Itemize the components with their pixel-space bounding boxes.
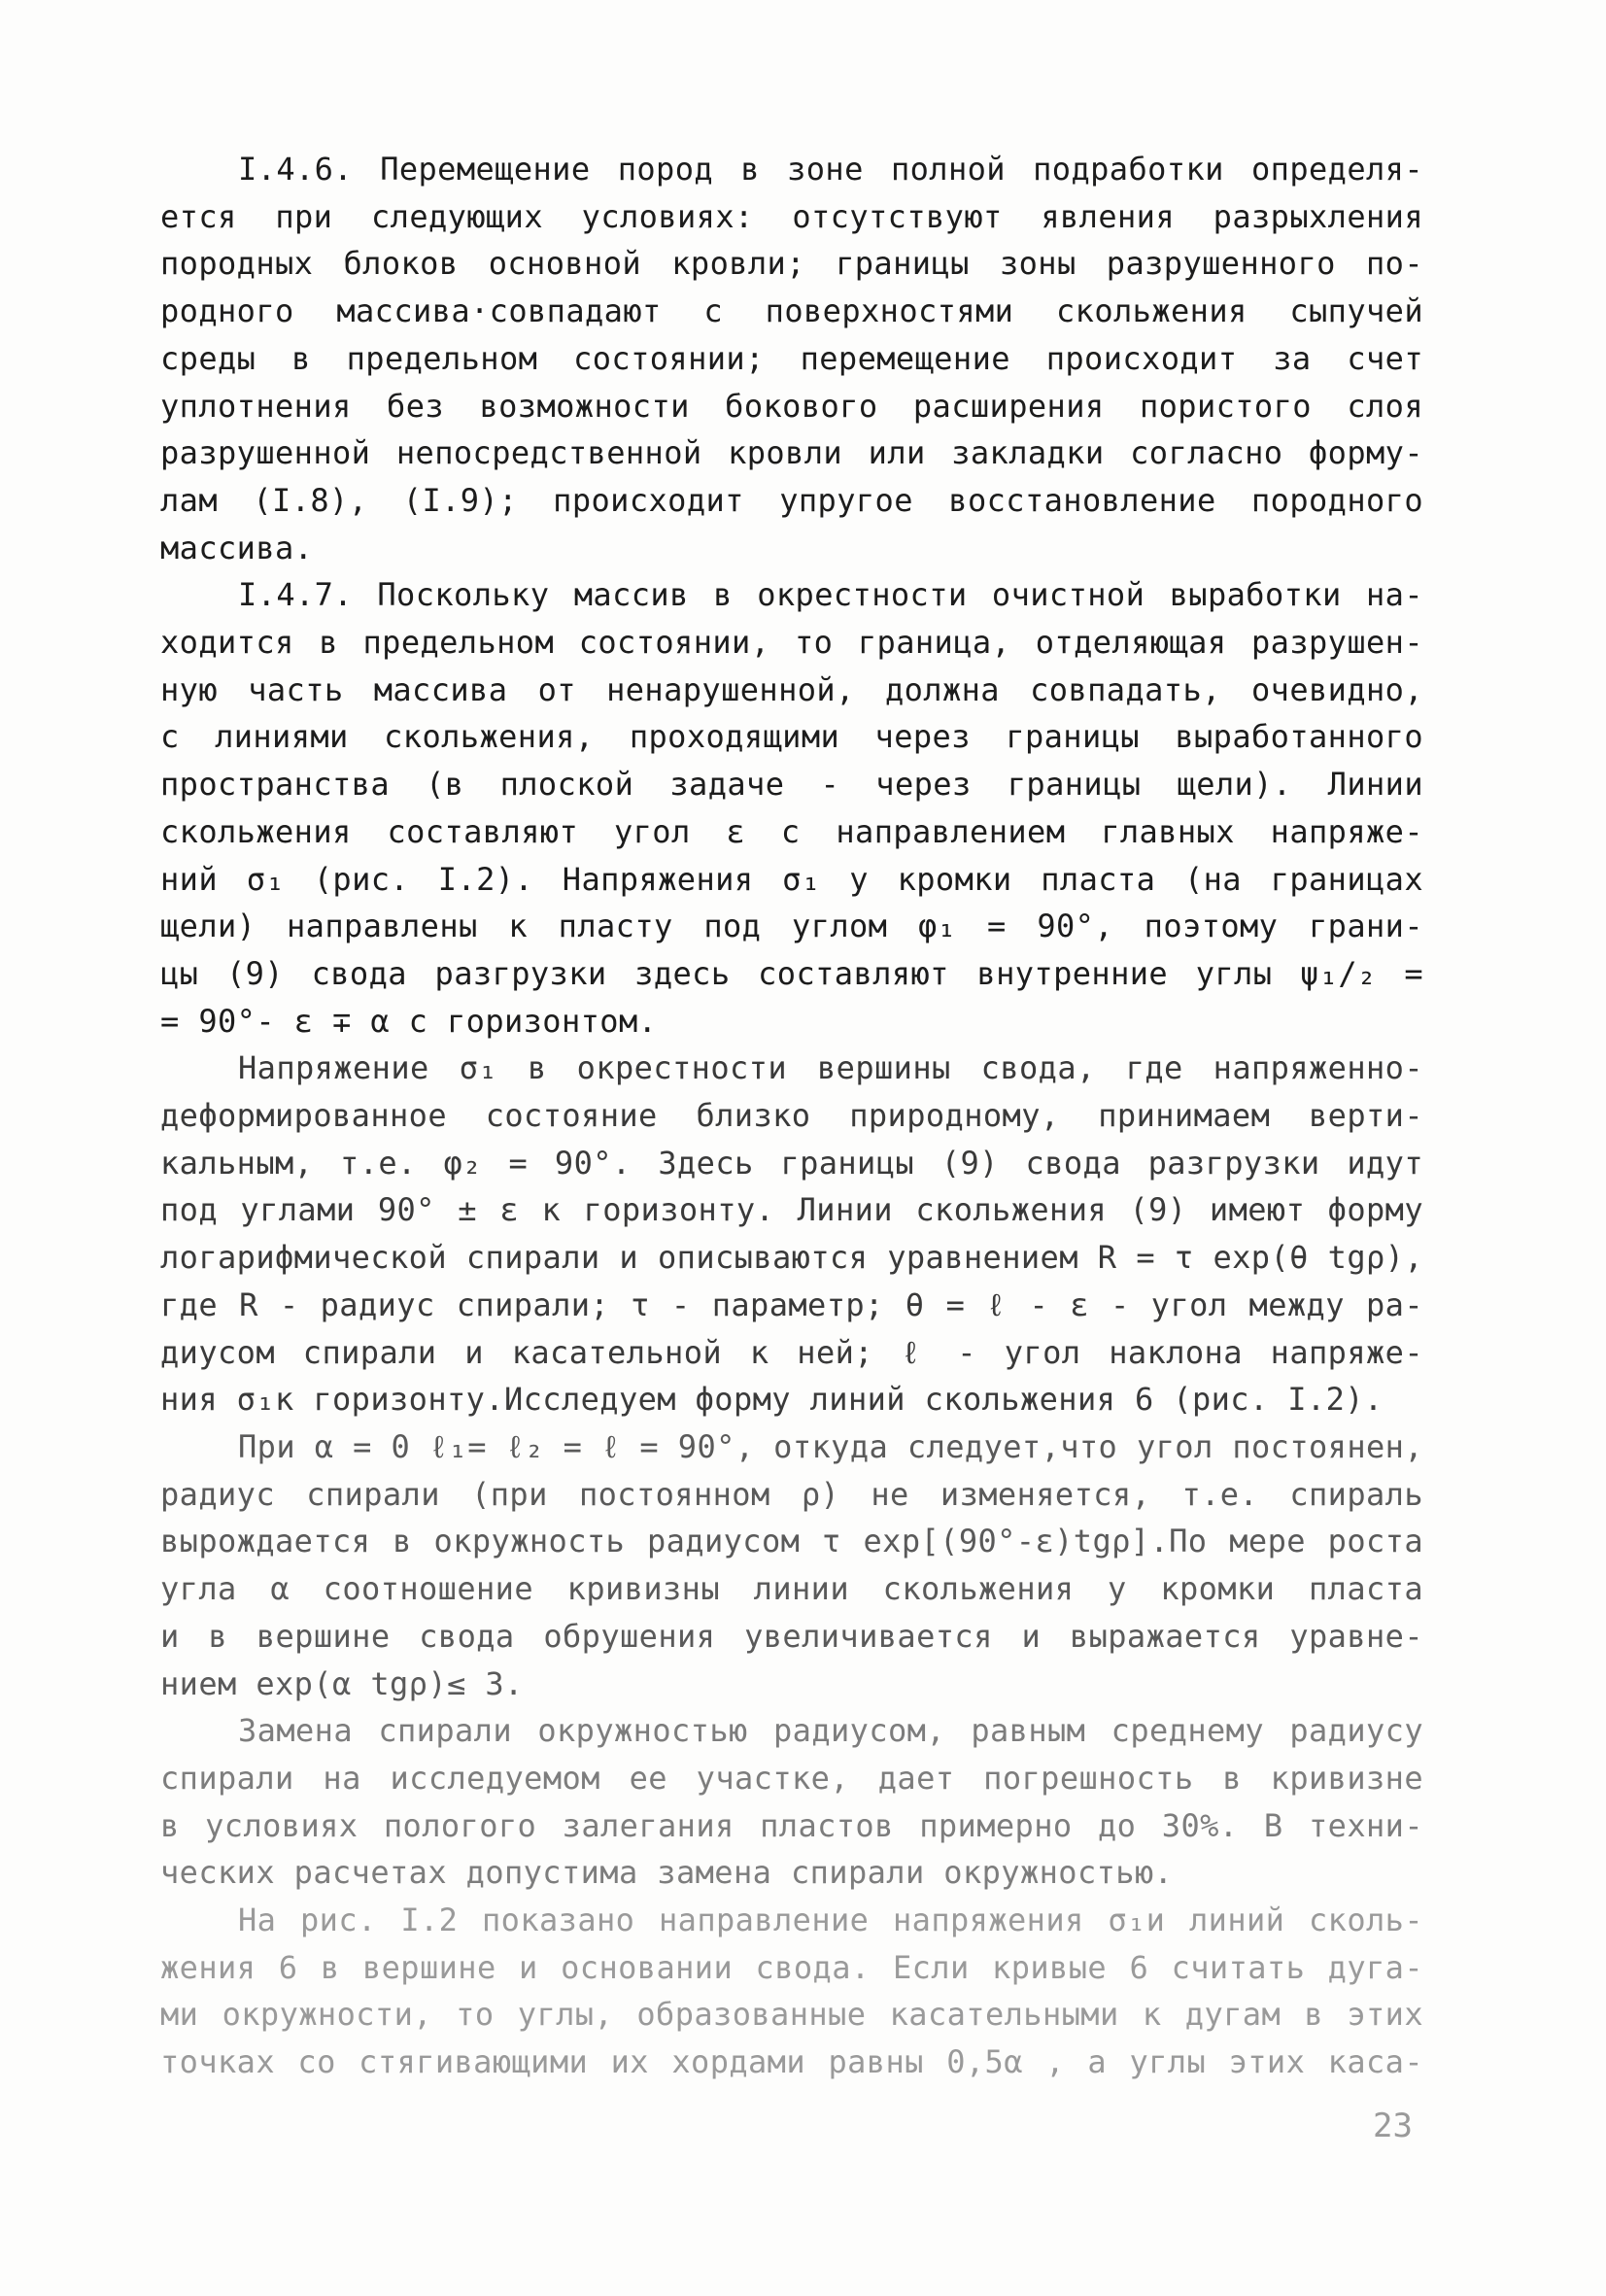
- text-line: скольжения составляют угол ε с направлением главных напряже-: [160, 812, 1423, 850]
- text-line: ную часть массива от ненарушенной, должна совпадать, очевидно,: [160, 670, 1423, 708]
- text-line: = 90°- ε ∓ α с горизонтом.: [160, 1002, 658, 1040]
- text-line: Замена спирали окружностью радиусом, равным среднему радиусу: [238, 1712, 1423, 1750]
- text-line: диусом спирали и касательной к ней; ℓ - угол наклона напряже-: [160, 1333, 1423, 1371]
- text-line: щели) направлены к пласту под углом φ₁ = 90°, поэтому грани-: [160, 908, 1423, 945]
- text-line: угла α соотношение кривизны линии скольжения у кромки пласта: [160, 1570, 1423, 1608]
- text-line: и в вершине свода обрушения увеличивается и выражается уравне-: [160, 1617, 1423, 1655]
- text-line: ется при следующих условиях: отсутствуют явления разрыхления: [160, 197, 1423, 235]
- text-line: среды в предельном состоянии; перемещение происходит за счет: [160, 339, 1423, 377]
- paragraph-spiral-replacement: [160, 1707, 1423, 1897]
- paragraph-alpha-zero: [160, 1423, 1423, 1707]
- text-line: I.4.7. Поскольку массив в окрестности очистной выработки на-: [238, 576, 1423, 614]
- page-number: 23: [1373, 2107, 1413, 2145]
- text-line: точках со стягивающими их хордами равны 0,5α , а углы этих каса-: [160, 2043, 1423, 2081]
- text-line: родного массива·совпадают с поверхностями скольжения сыпучей: [160, 292, 1423, 330]
- text-line: цы (9) свода разгрузки здесь составляют внутренние углы ψ₁/₂ =: [160, 954, 1423, 992]
- body-text: [160, 146, 1423, 2086]
- paragraph-figure-1-2: [160, 1897, 1423, 2086]
- text-line: лам (I.8), (I.9); происходит упругое восстановление породного: [160, 481, 1423, 519]
- text-line: пространства (в плоской задаче - через границы щели). Линии: [160, 766, 1423, 804]
- text-line: уплотнения без возможности боковогo расширения пористого слоя: [160, 387, 1423, 425]
- text-line: жения 6 в вершине и основании свода. Если кривые 6 считать дуга-: [160, 1948, 1423, 1986]
- text-line: радиус спирали (при постоянном ρ) не изменяется, т.е. спираль: [160, 1475, 1423, 1513]
- text-line: I.4.6. Перемещение пород в зоне полной подработки определя-: [238, 151, 1423, 188]
- text-line: вырождается в окружность радиусом τ exp[(90°-ε)tgρ].По мере роста: [160, 1523, 1423, 1560]
- paragraph-1-4-6: [160, 146, 1423, 571]
- text-line: где R - радиус спирали; τ - параметр; θ = ℓ - ε - угол между ра-: [160, 1285, 1423, 1323]
- text-line: с линиями скольжения, проходящими через границы выработанного: [160, 718, 1423, 756]
- text-line: При α = 0 ℓ₁= ℓ₂ = ℓ = 90°, откуда следует,что угол постоянен,: [238, 1427, 1423, 1465]
- text-line: Напряжение σ₁ в окрестности вершины свода, где напряженно-: [238, 1049, 1423, 1087]
- paragraph-1-4-7: [160, 571, 1423, 1045]
- text-line: кальным, т.е. φ₂ = 90°. Здесь границы (9) свода разгрузки идут: [160, 1144, 1423, 1182]
- text-line: ния σ₁к горизонту.Исследуем форму линий скольжения 6 (рис. I.2).: [160, 1381, 1384, 1419]
- text-line: массива.: [160, 529, 314, 566]
- paragraph-stress-vertex: [160, 1045, 1423, 1423]
- text-line: деформированное состояние близко природному, принимаем верти-: [160, 1097, 1423, 1135]
- text-line: ми окружности, то углы, образованные касательными к дугам в этих: [160, 1996, 1423, 2034]
- text-line: разрушенной непосредственной кровли или закладки согласно форму-: [160, 434, 1423, 472]
- text-line: под углами 90° ± ε к горизонту. Линии скольжения (9) имеют форму: [160, 1191, 1423, 1229]
- text-line: На рис. I.2 показано направление напряжения σ₁и линий сколь-: [238, 1902, 1423, 1939]
- text-line: ний σ₁ (рис. I.2). Напряжения σ₁ у кромки пласта (на границах: [160, 860, 1423, 898]
- text-line: ходится в предельном состоянии, то граница, отделяющая разрушен-: [160, 624, 1423, 662]
- text-line: логарифмической спирали и описываются уравнением R = τ exp(θ tgρ),: [160, 1239, 1423, 1277]
- text-line: нием exp(α tgρ)≤ 3.: [160, 1664, 524, 1702]
- text-line: в условиях пологого залегания пластов примерно до 30%. В техни-: [160, 1806, 1423, 1844]
- text-line: спирали на исследуемом ее участке, дает погрешность в кривизне: [160, 1759, 1423, 1797]
- text-line: породных блоков основной кровли; границы зоны разрушенного по-: [160, 245, 1423, 283]
- text-line: ческих расчетах допустима замена спирали окружностью.: [160, 1854, 1174, 1892]
